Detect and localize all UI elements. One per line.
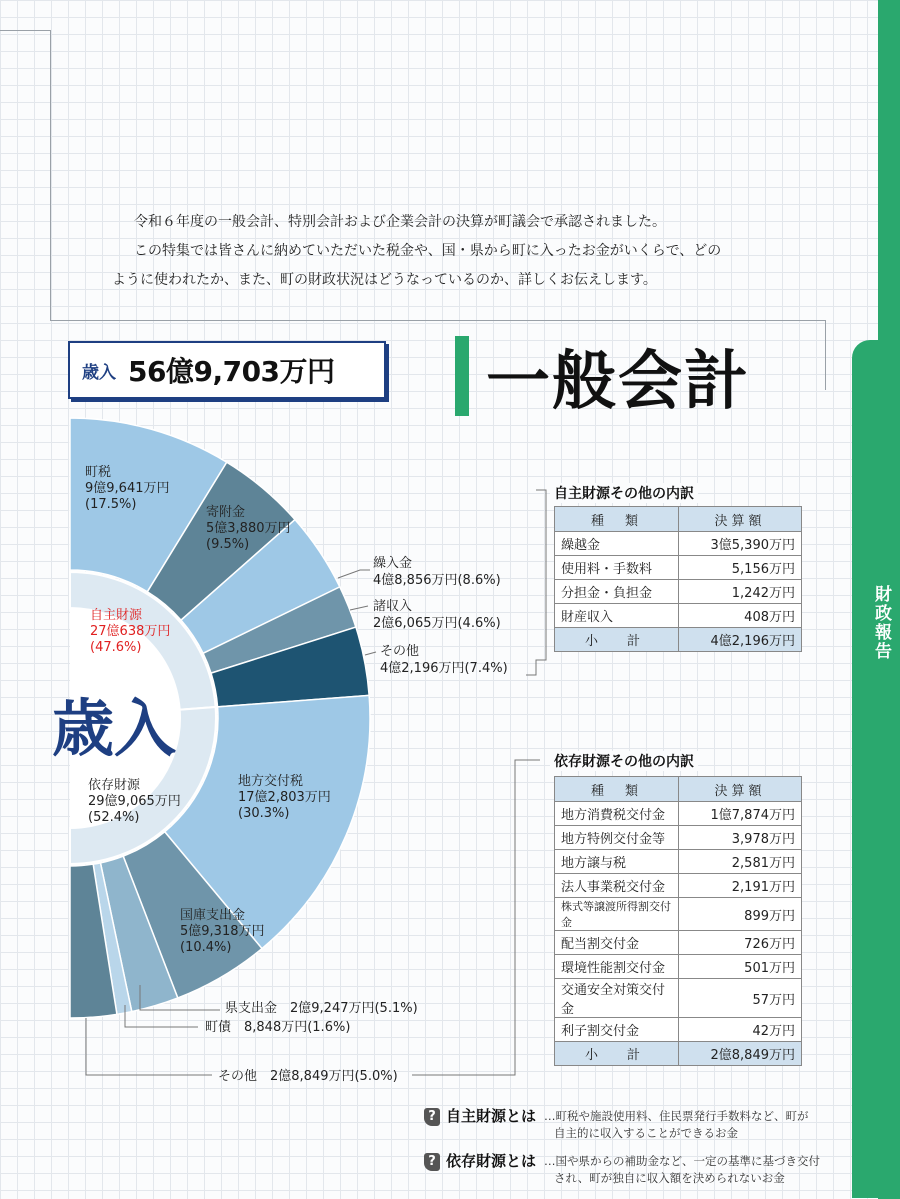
cell-amount: 408万円 xyxy=(679,604,802,628)
table-row xyxy=(555,931,802,955)
cell-amount: 42万円 xyxy=(679,1018,802,1042)
slice-label: 寄附金 xyxy=(206,505,246,520)
cell-total-amount: 4億2,196万円 xyxy=(679,628,802,652)
cell-amount: 1億7,874万円 xyxy=(679,802,802,826)
slice-label: 17億2,803万円 xyxy=(238,790,331,805)
chart-center-label: 歳入 xyxy=(52,692,177,765)
cell-amount: 5,156万円 xyxy=(679,556,802,580)
table-dep-title: 依存財源その他の内訳 xyxy=(550,751,698,771)
definition-text xyxy=(544,1153,820,1187)
callout-label: 4億2,196万円(7.4%) xyxy=(380,661,508,676)
cell-total-label: 小 計 xyxy=(555,628,679,652)
inner-label-self: 自主財源 xyxy=(90,608,143,623)
definition-text-line1: …町税や施設使用料、住民票発行手数料など、町が xyxy=(544,1109,809,1123)
definition-text-line2: され、町が独自に収入額を決められないお金 xyxy=(554,1171,785,1185)
definition-text-line2: 自主的に収入することができるお金 xyxy=(554,1126,739,1140)
cell-amount: 2,191万円 xyxy=(679,874,802,898)
inner-label-dep: 依存財源 xyxy=(88,778,141,793)
cell-type: 利子割交付金 xyxy=(555,1018,679,1042)
table-self-title: 自主財源その他の内訳 xyxy=(550,483,698,503)
definition-dep xyxy=(424,1153,844,1187)
cell-type: 地方消費税交付金 xyxy=(555,802,679,826)
cell-type: 地方特例交付金等 xyxy=(555,826,679,850)
slice-label: 地方交付税 xyxy=(238,774,304,789)
definition-term: 自主財源とは xyxy=(446,1107,537,1125)
callout-label: 繰入金 xyxy=(373,556,413,571)
cell-type: 配当割交付金 xyxy=(555,931,679,955)
inner-label-dep: (52.4%) xyxy=(88,810,140,825)
table-row xyxy=(555,1018,802,1042)
table-row xyxy=(555,979,802,1018)
cell-type: 財産収入 xyxy=(555,604,679,628)
bracket-line xyxy=(412,760,540,1075)
slice-label: 国庫支出金 xyxy=(180,908,246,923)
cell-amount: 2,581万円 xyxy=(679,850,802,874)
slice-label: 町税 xyxy=(85,465,112,480)
table-row xyxy=(555,802,802,826)
callout-label: その他 xyxy=(380,644,420,659)
revenue-amount: 56億9,703万円 xyxy=(128,355,335,388)
callout-label: 県支出金 2億9,247万円(5.1%) xyxy=(225,1001,418,1016)
slice-label: (17.5%) xyxy=(85,497,137,512)
question-icon: ? xyxy=(424,1108,440,1126)
slice-label: (9.5%) xyxy=(206,537,250,552)
intro-line-1: 令和６年度の一般会計、特別会計および企業会計の決算が町議会で承認されました。 xyxy=(134,214,666,230)
cell-type: 法人事業税交付金 xyxy=(555,874,679,898)
cell-amount: 1,242万円 xyxy=(679,580,802,604)
callout-label: 4億8,856万円(8.6%) xyxy=(373,573,501,588)
section-title: 一般会計 xyxy=(486,345,750,419)
table-header-amount: 決算額 xyxy=(679,507,802,532)
cell-amount: 726万円 xyxy=(679,931,802,955)
definition-text-line1: …国や県からの補助金など、一定の基準に基づき交付 xyxy=(544,1154,821,1168)
definition-self xyxy=(424,1108,844,1142)
cell-type: 分担金・負担金 xyxy=(555,580,679,604)
question-icon: ? xyxy=(424,1153,440,1171)
cell-type: 繰越金 xyxy=(555,532,679,556)
cell-amount: 899万円 xyxy=(679,898,802,931)
cell-type: 株式等譲渡所得割交付金 xyxy=(555,898,679,931)
table-dep-breakdown xyxy=(554,776,802,1066)
cell-type: 地方譲与税 xyxy=(555,850,679,874)
table-row xyxy=(555,580,802,604)
table-row xyxy=(555,898,802,931)
table-self-breakdown xyxy=(554,506,802,652)
bracket-line xyxy=(526,490,546,675)
table-row xyxy=(555,604,802,628)
table-row xyxy=(555,556,802,580)
table-row xyxy=(555,955,802,979)
cell-type: 使用料・手数料 xyxy=(555,556,679,580)
table-header-amount: 決算額 xyxy=(679,777,802,802)
revenue-label: 歳入 xyxy=(82,362,116,383)
cell-amount: 3,978万円 xyxy=(679,826,802,850)
inner-label-self: (47.6%) xyxy=(90,640,142,655)
cell-amount: 501万円 xyxy=(679,955,802,979)
slice-label: (10.4%) xyxy=(180,940,232,955)
table-header-type: 種 類 xyxy=(555,777,679,802)
callout-label: 諸収入 xyxy=(373,599,413,614)
inner-label-self: 27億638万円 xyxy=(90,624,171,639)
table-total-row xyxy=(555,628,802,652)
slice-label: 9億9,641万円 xyxy=(85,481,170,496)
intro-line-2: この特集では皆さんに納めていただいた税金や、国・県から町に入ったお金がいくらで、どの xyxy=(134,243,722,259)
slice-label: (30.3%) xyxy=(238,806,290,821)
callout-line xyxy=(338,570,370,578)
definition-term: 依存財源とは xyxy=(446,1152,537,1170)
callout-label: 2億6,065万円(4.6%) xyxy=(373,616,501,631)
cell-type: 交通安全対策交付金 xyxy=(555,979,679,1018)
cell-type: 環境性能割交付金 xyxy=(555,955,679,979)
table-row xyxy=(555,850,802,874)
cell-amount: 3億5,390万円 xyxy=(679,532,802,556)
slice-label: 5億9,318万円 xyxy=(180,924,265,939)
callout-line xyxy=(365,652,376,655)
inner-label-dep: 29億9,065万円 xyxy=(88,794,181,809)
definition-text xyxy=(544,1108,809,1142)
table-row xyxy=(555,874,802,898)
table-row xyxy=(555,826,802,850)
table-total-row xyxy=(555,1042,802,1066)
table-header-type: 種 類 xyxy=(555,507,679,532)
slice-label: 5億3,880万円 xyxy=(206,521,291,536)
cell-total-amount: 2億8,849万円 xyxy=(679,1042,802,1066)
table-row xyxy=(555,532,802,556)
cell-amount: 57万円 xyxy=(679,979,802,1018)
intro-line-3: ように使われたか、また、町の財政状況はどうなっているのか、詳しくお伝えします。 xyxy=(112,272,657,288)
callout-line xyxy=(350,606,368,610)
cell-total-label: 小 計 xyxy=(555,1042,679,1066)
callout-label: 町債 8,848万円(1.6%) xyxy=(205,1020,351,1035)
side-tab-label: 財政報告 xyxy=(871,585,891,661)
callout-label: その他 2億8,849万円(5.0%) xyxy=(218,1069,398,1084)
